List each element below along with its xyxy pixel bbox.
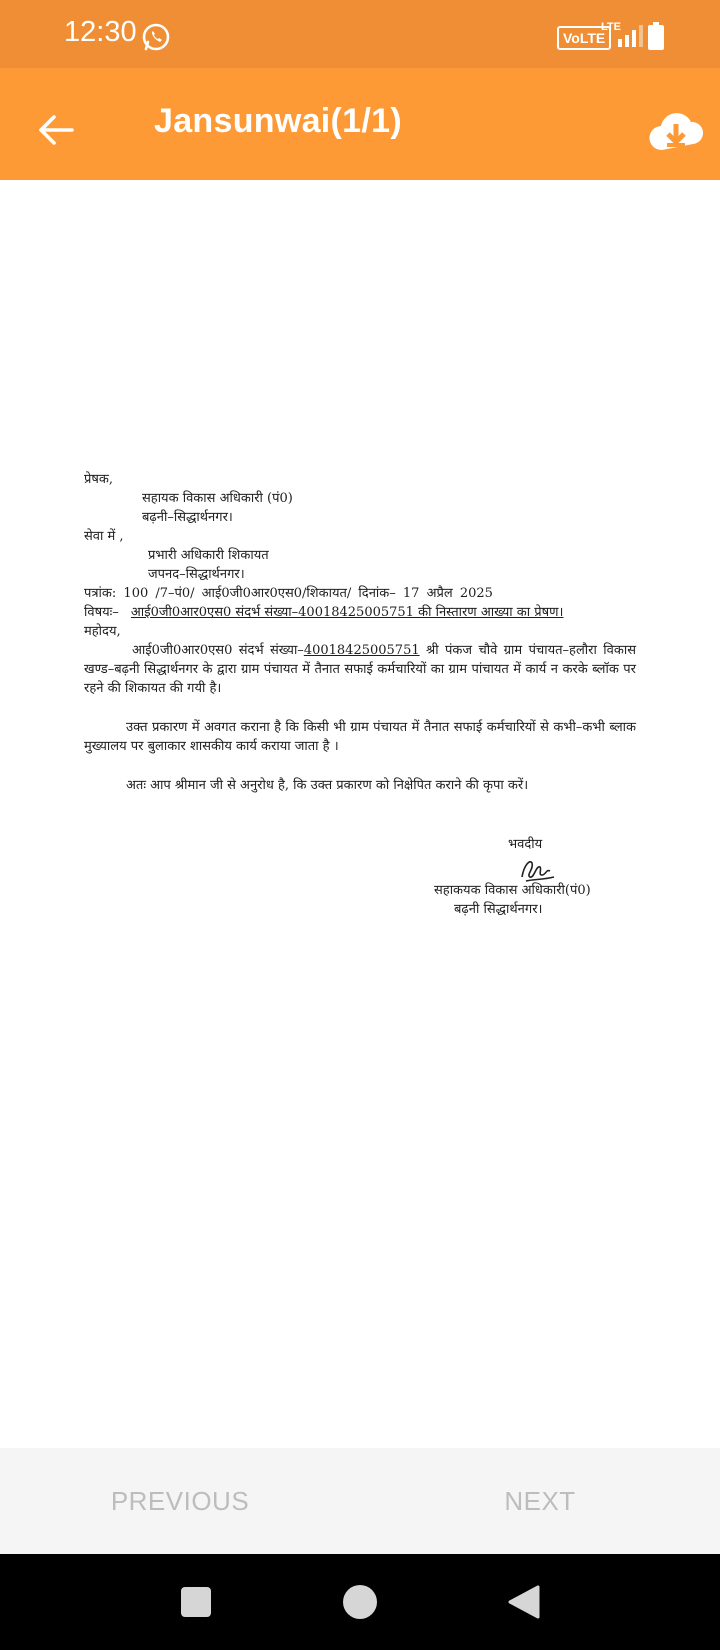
triangle-back-icon[interactable] bbox=[506, 1584, 542, 1620]
next-button[interactable]: NEXT bbox=[480, 1478, 600, 1524]
lte-label: LTE bbox=[601, 21, 621, 33]
signature-block bbox=[84, 835, 636, 925]
status-bar bbox=[0, 0, 720, 68]
recipient-designation: प्रभारी अधिकारी शिकायत bbox=[148, 548, 269, 563]
letter-from-label: प्रेषक, bbox=[84, 472, 114, 487]
signal-icon bbox=[618, 25, 644, 47]
status-time: 12:30 bbox=[64, 16, 137, 48]
reference-line: पत्रांक: 100 /7–पं0/ आई0जी0आर0एस0/शिकायत/ दिनांक– 17 अप्रैल 2025 bbox=[84, 586, 493, 601]
subject-line bbox=[84, 603, 636, 622]
sender-designation: सहायक विकास अधिकारी (पं0) bbox=[142, 491, 293, 506]
salutation: महोदय, bbox=[84, 624, 121, 639]
arrow-left-icon bbox=[38, 114, 74, 146]
cloud-download-icon[interactable] bbox=[648, 112, 704, 154]
paragraph-3: अतः आप श्रीमान जी से अनुरोध है, कि उक्त प्रकारण को निक्षेपित कराने की कृपा करें। bbox=[126, 778, 529, 793]
recipient-place: जपनद–सिद्धार्थनगर। bbox=[148, 567, 245, 582]
page-title: Jansunwai(1/1) bbox=[154, 102, 402, 140]
para1-prefix: आई0जी0आर0एस0 संदर्भ संख्या– bbox=[132, 643, 304, 658]
reference-number: 40018425005751 bbox=[303, 643, 420, 658]
paragraph-2: उक्त प्रकारण में अवगत कराना है कि किसी भी ग्राम पंचायत में तैनात सफाई कर्मचारियों से कभी–कभी ब्लाक मुख्यालय पर बुलाकार शासकीय कार्य कराया जाता है । bbox=[84, 720, 636, 754]
letter-document bbox=[84, 470, 636, 925]
back-button[interactable] bbox=[30, 104, 82, 156]
signatory-designation: सहाकयक विकास अधिकारी(पं0) bbox=[434, 883, 591, 898]
para1-body: श्री पंकज चौवे ग्राम पंचायत–हलौरा विकास खण्ड–बढ़नी सिद्धार्थनगर के द्वारा ग्राम पंचायत में तैनात सफाई कर्मचारियों का ग्राम पांचायत में कार्य न करके ब्लॉक पर रहने की शिकायत की गयी है। bbox=[84, 643, 636, 696]
subject-label: विषयः– bbox=[84, 605, 119, 620]
battery-icon bbox=[648, 22, 664, 50]
closing-text: भवदीय bbox=[508, 837, 543, 852]
square-recents-icon[interactable] bbox=[178, 1584, 214, 1620]
letter-to-label: सेवा में , bbox=[84, 529, 124, 544]
volte-badge: VoLTE bbox=[557, 26, 611, 50]
pager-bar bbox=[0, 1448, 720, 1554]
signatory-place: बढ़नी सिद्धार्थनगर। bbox=[454, 902, 543, 917]
sender-place: बढ़नी–सिद्धार्थनगर। bbox=[142, 510, 233, 525]
system-nav-bar bbox=[0, 1554, 720, 1650]
subject-text: आई0जी0आर0एस0 संदर्भ संख्या–40018425005751 की निस्तारण आख्या का प्रेषण। bbox=[130, 605, 564, 620]
previous-button[interactable]: PREVIOUS bbox=[100, 1478, 260, 1524]
whatsapp-icon bbox=[141, 22, 171, 52]
app-bar bbox=[0, 68, 720, 180]
circle-home-icon[interactable] bbox=[342, 1584, 378, 1620]
paragraph-1 bbox=[84, 641, 636, 698]
document-viewer[interactable] bbox=[0, 180, 720, 1448]
